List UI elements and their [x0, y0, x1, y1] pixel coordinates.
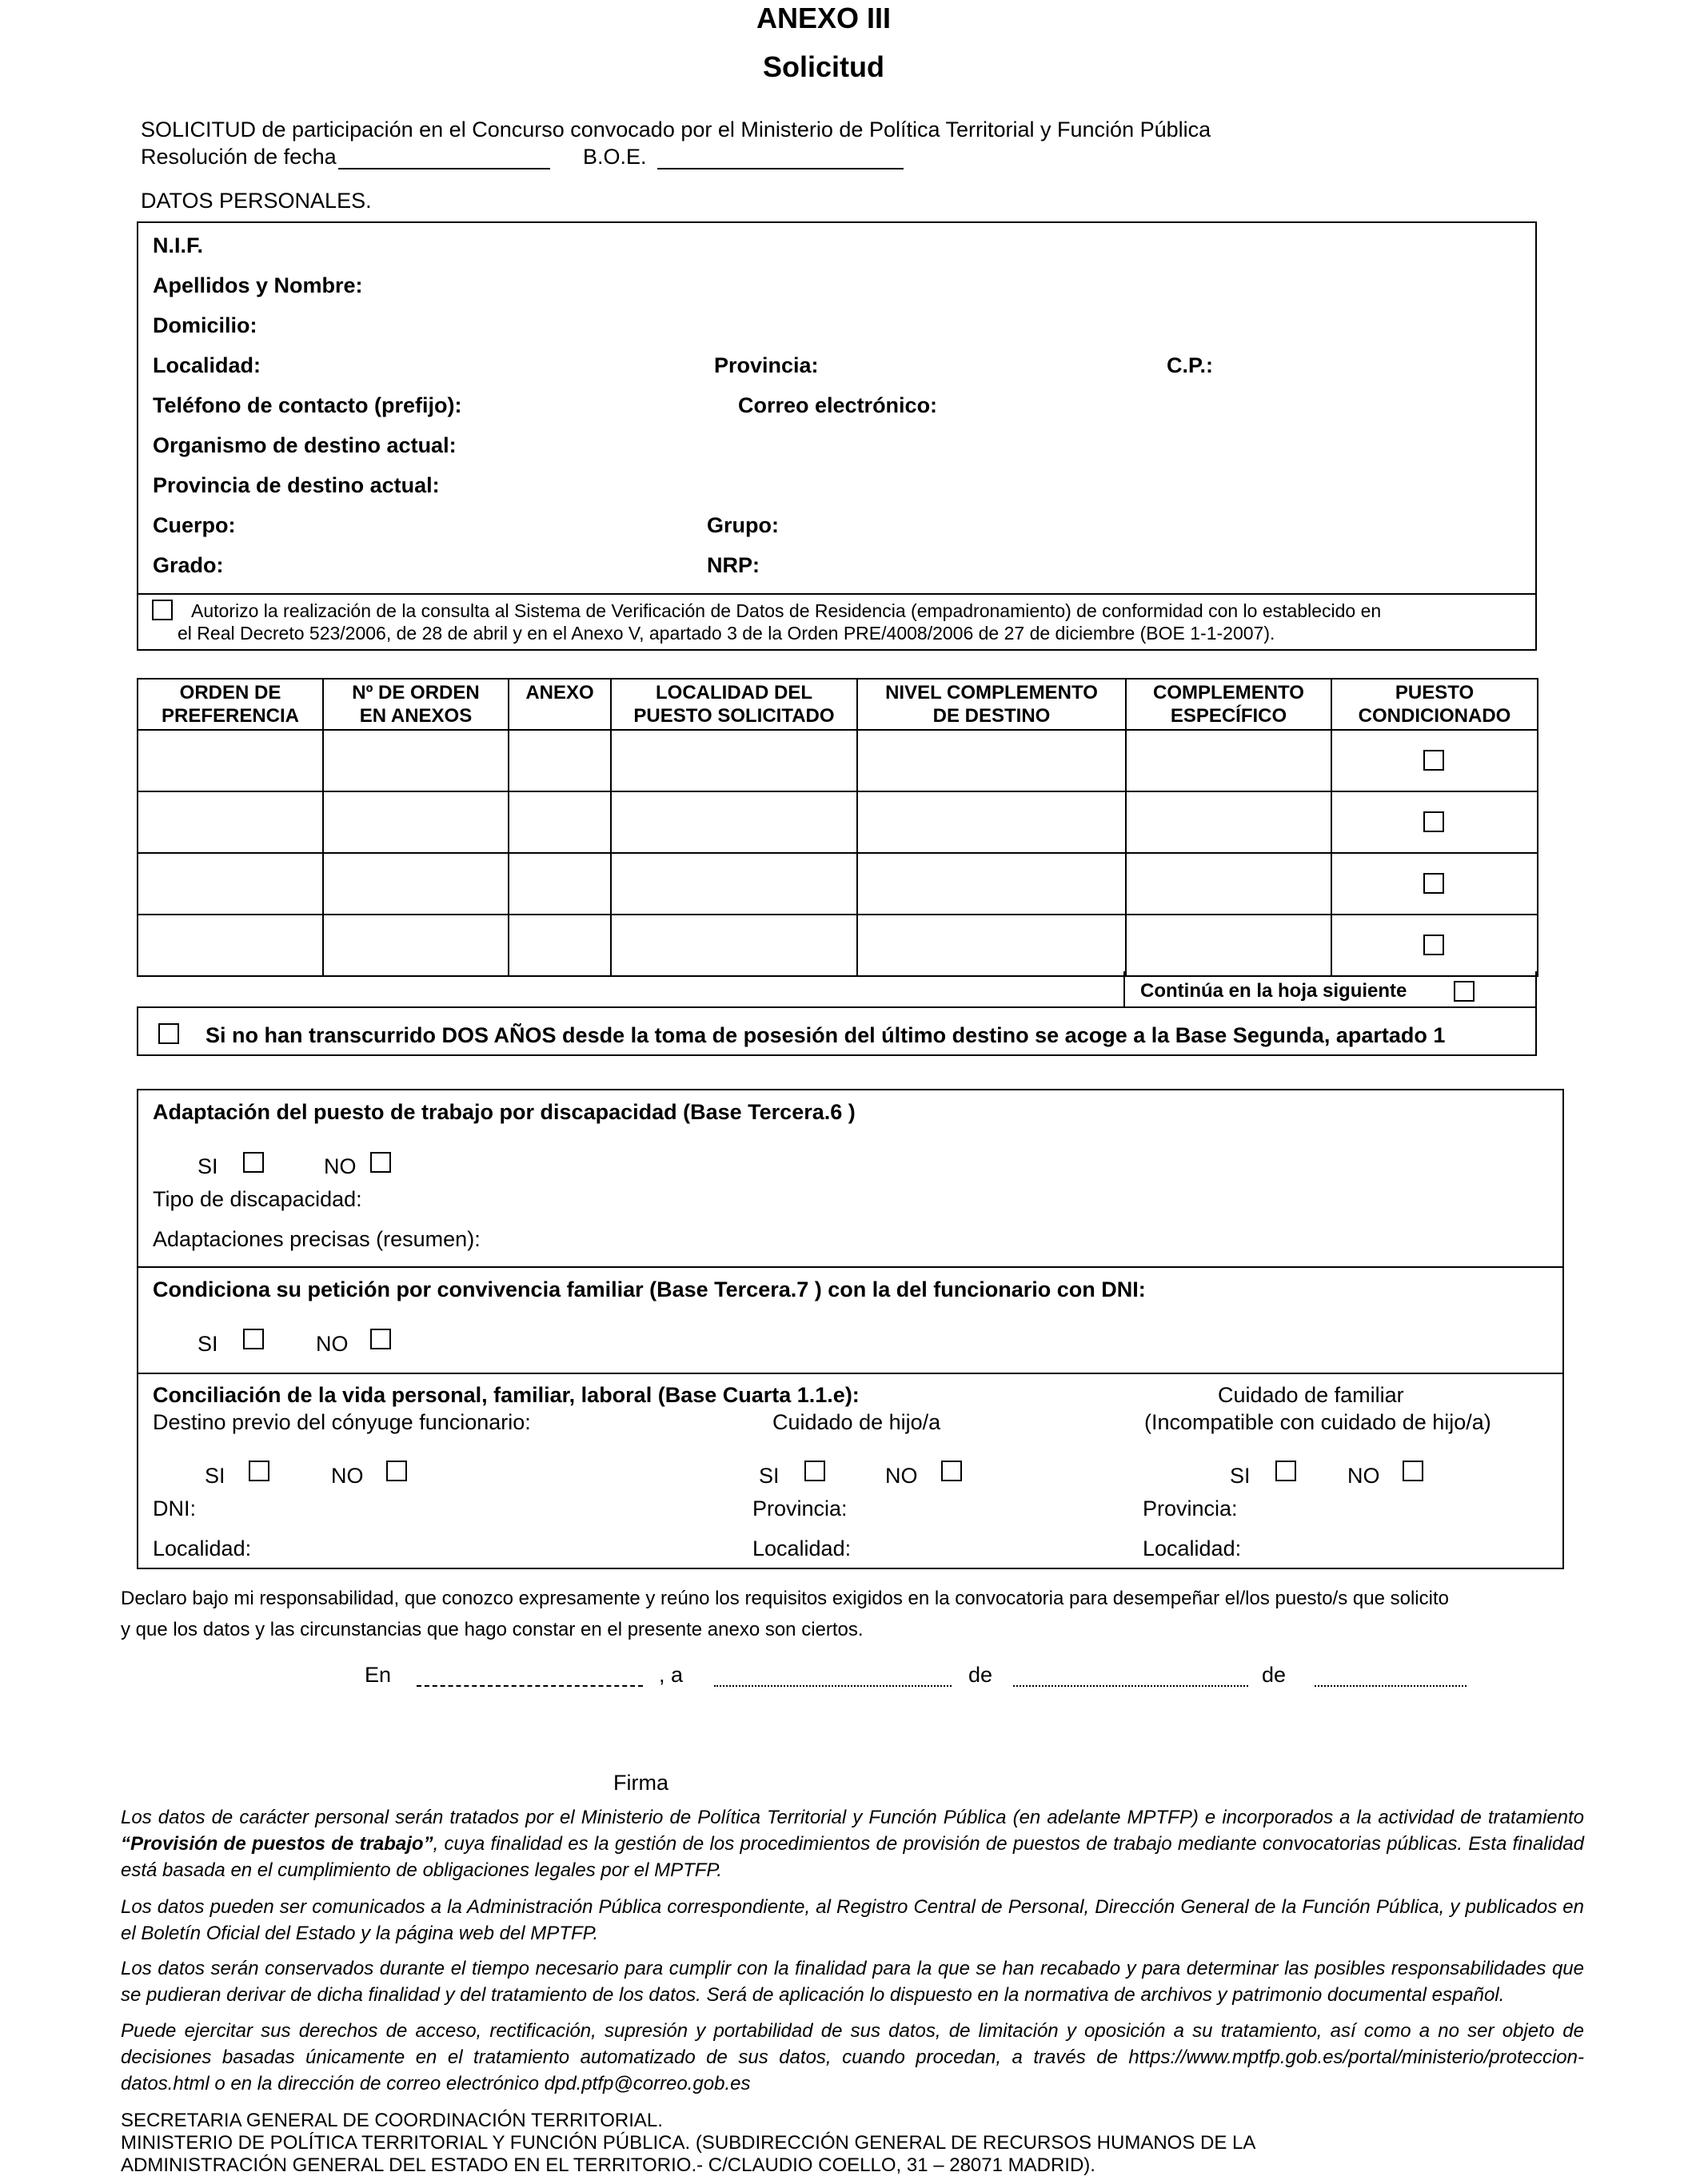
place-field[interactable] [417, 1685, 643, 1687]
resolution-label: Resolución de fecha [141, 145, 337, 169]
current-agency-field[interactable]: Organismo de destino actual: [153, 433, 457, 457]
signature-label: Firma [613, 1771, 668, 1795]
table-cell[interactable] [323, 915, 509, 976]
table-cell [1331, 791, 1538, 853]
two-years-text: Si no han transcurrido DOS AÑOS desde la toma de posesión del último destino se acoge a la Base Segunda, apartado 1 [206, 1023, 1446, 1047]
day-field[interactable] [714, 1685, 952, 1687]
spouse-no-checkbox[interactable] [386, 1461, 407, 1481]
disability-adaptation-title: Adaptación del puesto de trabajo por discapacidad (Base Tercera.6 ) [153, 1100, 856, 1124]
authorize-text-line2: el Real Decreto 523/2006, de 28 de abril y en el Anexo V, apartado 3 de la Orden PRE/4008/2006 de 27 de diciembre (BOE 1-1-2007). [178, 623, 1275, 644]
child-care-title: Cuidado de hijo/a [772, 1410, 941, 1434]
table-cell[interactable] [1126, 730, 1331, 791]
conditioned-checkbox[interactable] [1423, 935, 1444, 955]
table-row [138, 915, 1538, 976]
table-row [138, 791, 1538, 853]
legal-paragraph-4: Puede ejercitar sus derechos de acceso, rectificación, supresión y portabilidad de sus datos, de limitación y oposición a su tratamiento, así como a no ser objeto de decisiones basadas únicamente en el tratamiento automatizado de sus datos, cuando procedan, a través de https://www.mptfp.gob.es/portal/ministerio/proteccion-datos.html o en la dirección de correo electrónico dpd.ptfp@correo.gob.es [121, 2020, 1584, 2094]
disability-no-checkbox[interactable] [370, 1152, 391, 1173]
family-locality-field[interactable]: Localidad: [1143, 1536, 1242, 1560]
email-field[interactable]: Correo electrónico: [738, 393, 938, 417]
family-care-title: Cuidado de familiar [1218, 1383, 1404, 1407]
table-cell[interactable] [138, 915, 323, 976]
preferences-header-row [138, 679, 1538, 730]
table-cell[interactable] [138, 853, 323, 915]
preferences-table [137, 678, 1538, 977]
col-header-annex: ANEXO [509, 679, 611, 730]
col-header-preference-order: ORDEN DE PREFERENCIA [138, 679, 323, 730]
table-cell [1331, 730, 1538, 791]
adaptations-needed-field[interactable]: Adaptaciones precisas (resumen): [153, 1227, 481, 1251]
disability-no-label: NO [324, 1154, 357, 1178]
legal-paragraph-1: Los datos de carácter personal serán tratados por el Ministerio de Política Territorial y Función Pública (en adelante MPTFP) e incorporados a la actividad de tratamiento “Provisión de puestos de trabajo”, cuya finalidad es la gestión de los procedimientos de provisión de puestos de trabajo mediante convocatorias públicas. Esta finalidad está basada en el cumplimiento de obligaciones legales por el MPTFP. [121, 1807, 1585, 1881]
family-no-checkbox[interactable] [1403, 1461, 1423, 1481]
table-cell[interactable] [323, 791, 509, 853]
personal-data-divider [137, 593, 1537, 595]
table-row [138, 853, 1538, 915]
disability-si-label: SI [198, 1154, 218, 1178]
authorize-residence-check-checkbox[interactable] [152, 600, 173, 620]
legal-paragraph-2: Los datos pueden ser comunicados a la Administración Pública correspondiente, al Registro Central de Personal, Dirección General de la Función Pública, y publicados en el Boletín Oficial del Estado y la página web del MPTFP. [121, 1896, 1584, 1944]
table-cell[interactable] [509, 791, 611, 853]
conditioned-checkbox[interactable] [1423, 811, 1444, 832]
family-si-checkbox[interactable] [1275, 1461, 1296, 1481]
table-row [138, 730, 1538, 791]
spouse-dni-field[interactable]: DNI: [153, 1497, 196, 1520]
full-name-field[interactable]: Apellidos y Nombre: [153, 273, 363, 297]
col-header-annex-order: Nº DE ORDEN EN ANEXOS [323, 679, 509, 730]
adaptations-divider-2 [137, 1373, 1564, 1374]
cohabitation-no-label: NO [316, 1332, 349, 1356]
form-subtitle: Solicitud [763, 50, 884, 83]
table-cell [1331, 915, 1538, 976]
table-cell[interactable] [138, 730, 323, 791]
resolution-date-field[interactable] [338, 168, 550, 169]
group-field[interactable]: Grupo: [707, 513, 779, 537]
spouse-locality-field[interactable]: Localidad: [153, 1536, 252, 1560]
child-province-field[interactable]: Provincia: [752, 1497, 848, 1520]
table-cell[interactable] [611, 730, 857, 791]
authorize-text-line1: Autorizo la realización de la consulta al Sistema de Verificación de Datos de Residencia (empadronamiento) de conformidad con lo establecido en [191, 600, 1382, 621]
table-cell[interactable] [611, 915, 857, 976]
footer-line3: ADMINISTRACIÓN GENERAL DEL ESTADO EN EL TERRITORIO.- C/CLAUDIO COELLO, 31 – 28071 MADRID). [121, 2154, 1095, 2176]
family-province-field[interactable]: Provincia: [1143, 1497, 1238, 1520]
declaration-line1: Declaro bajo mi responsabilidad, que conozco expresamente y reúno los requisitos exigidos en la convocatoria para desempeñar el/los puesto/s que solicito [121, 1588, 1449, 1609]
place-label: En [365, 1663, 392, 1687]
table-cell[interactable] [509, 915, 611, 976]
continues-label: Continúa en la hoja siguiente [1140, 980, 1407, 1002]
postal-code-field[interactable]: C.P.: [1167, 353, 1214, 377]
child-no-label: NO [885, 1464, 918, 1488]
corps-field[interactable]: Cuerpo: [153, 513, 236, 537]
locality-field[interactable]: Localidad: [153, 353, 261, 377]
table-cell[interactable] [323, 853, 509, 915]
table-cell[interactable] [1126, 853, 1331, 915]
annex-title: ANEXO III [756, 2, 892, 34]
table-cell[interactable] [857, 853, 1126, 915]
conditioned-checkbox[interactable] [1423, 750, 1444, 771]
col-header-locality: LOCALIDAD DEL PUESTO SOLICITADO [611, 679, 857, 730]
table-cell[interactable] [138, 791, 323, 853]
boe-field[interactable] [657, 168, 904, 169]
nif-field[interactable]: N.I.F. [153, 233, 204, 257]
child-no-checkbox[interactable] [941, 1461, 962, 1481]
boe-label: B.O.E. [583, 145, 647, 169]
personal-data-section-label: DATOS PERSONALES. [141, 189, 372, 213]
col-header-level: NIVEL COMPLEMENTO DE DESTINO [857, 679, 1126, 730]
col-header-specific: COMPLEMENTO ESPECÍFICO [1126, 679, 1331, 730]
child-si-checkbox[interactable] [804, 1461, 825, 1481]
conciliation-title: Conciliación de la vida personal, familiar, laboral (Base Cuarta 1.1.e): [153, 1383, 860, 1407]
cohabitation-si-checkbox[interactable] [243, 1329, 264, 1349]
month-field[interactable] [1013, 1685, 1248, 1687]
child-si-label: SI [759, 1464, 780, 1488]
table-cell[interactable] [857, 915, 1126, 976]
footer-line2: MINISTERIO DE POLÍTICA TERRITORIAL Y FUNCIÓN PÚBLICA. (SUBDIRECCIÓN GENERAL DE RECURSOS HUMANOS DE LA [121, 2132, 1256, 2154]
adaptations-divider-1 [137, 1266, 1564, 1268]
legal-paragraph-3: Los datos serán conservados durante el tiempo necesario para cumplir con la finalidad para la que se han recabado y para determinar las posibles responsabilidades que se pudieran derivar de dicha finalidad y del tratamiento de los datos. Será de aplicación lo dispuesto en la normativa de archivos y patrimonio documental español. [121, 1958, 1584, 2006]
table-cell[interactable] [857, 791, 1126, 853]
family-care-note: (Incompatible con cuidado de hijo/a) [1144, 1410, 1491, 1434]
spouse-si-checkbox[interactable] [249, 1461, 269, 1481]
table-cell[interactable] [1126, 915, 1331, 976]
family-no-label: NO [1347, 1464, 1380, 1488]
current-province-field[interactable]: Provincia de destino actual: [153, 473, 440, 497]
cohabitation-no-checkbox[interactable] [370, 1329, 391, 1349]
disability-si-checkbox[interactable] [243, 1152, 264, 1173]
conditioned-checkbox[interactable] [1423, 873, 1444, 894]
child-locality-field[interactable]: Localidad: [752, 1536, 852, 1560]
year-field[interactable] [1315, 1685, 1467, 1687]
table-cell[interactable] [611, 791, 857, 853]
table-cell[interactable] [509, 853, 611, 915]
province-field[interactable]: Provincia: [714, 353, 819, 377]
date-de-label-2: de [1262, 1663, 1287, 1687]
table-cell[interactable] [509, 730, 611, 791]
spouse-destination-title: Destino previo del cónyuge funcionario: [153, 1410, 531, 1434]
phone-field[interactable]: Teléfono de contacto (prefijo): [153, 393, 462, 417]
family-cohabitation-title: Condiciona su petición por convivencia familiar (Base Tercera.7 ) con la del funcionario con DNI: [153, 1277, 1146, 1301]
table-cell[interactable] [857, 730, 1126, 791]
date-a-label: , a [659, 1663, 684, 1687]
continues-checkbox[interactable] [1454, 981, 1475, 1002]
table-cell[interactable] [1126, 791, 1331, 853]
cohabitation-si-label: SI [198, 1332, 218, 1356]
intro-text: SOLICITUD de participación en el Concurso convocado por el Ministerio de Política Territorial y Función Pública [141, 118, 1211, 141]
grade-field[interactable]: Grado: [153, 553, 224, 577]
date-de-label-1: de [968, 1663, 993, 1687]
two-years-checkbox[interactable] [158, 1023, 179, 1044]
col-header-conditioned: PUESTO CONDICIONADO [1331, 679, 1538, 730]
table-cell [1331, 853, 1538, 915]
nrp-field[interactable]: NRP: [707, 553, 760, 577]
family-si-label: SI [1230, 1464, 1251, 1488]
address-field[interactable]: Domicilio: [153, 313, 257, 337]
disability-type-field[interactable]: Tipo de discapacidad: [153, 1187, 362, 1211]
table-cell[interactable] [611, 853, 857, 915]
spouse-no-label: NO [331, 1464, 364, 1488]
declaration-line2: y que los datos y las circunstancias que hago constar en el presente anexo son ciertos. [121, 1619, 864, 1640]
spouse-si-label: SI [205, 1464, 225, 1488]
table-cell[interactable] [323, 730, 509, 791]
footer-line1: SECRETARIA GENERAL DE COORDINACIÓN TERRITORIAL. [121, 2110, 663, 2131]
